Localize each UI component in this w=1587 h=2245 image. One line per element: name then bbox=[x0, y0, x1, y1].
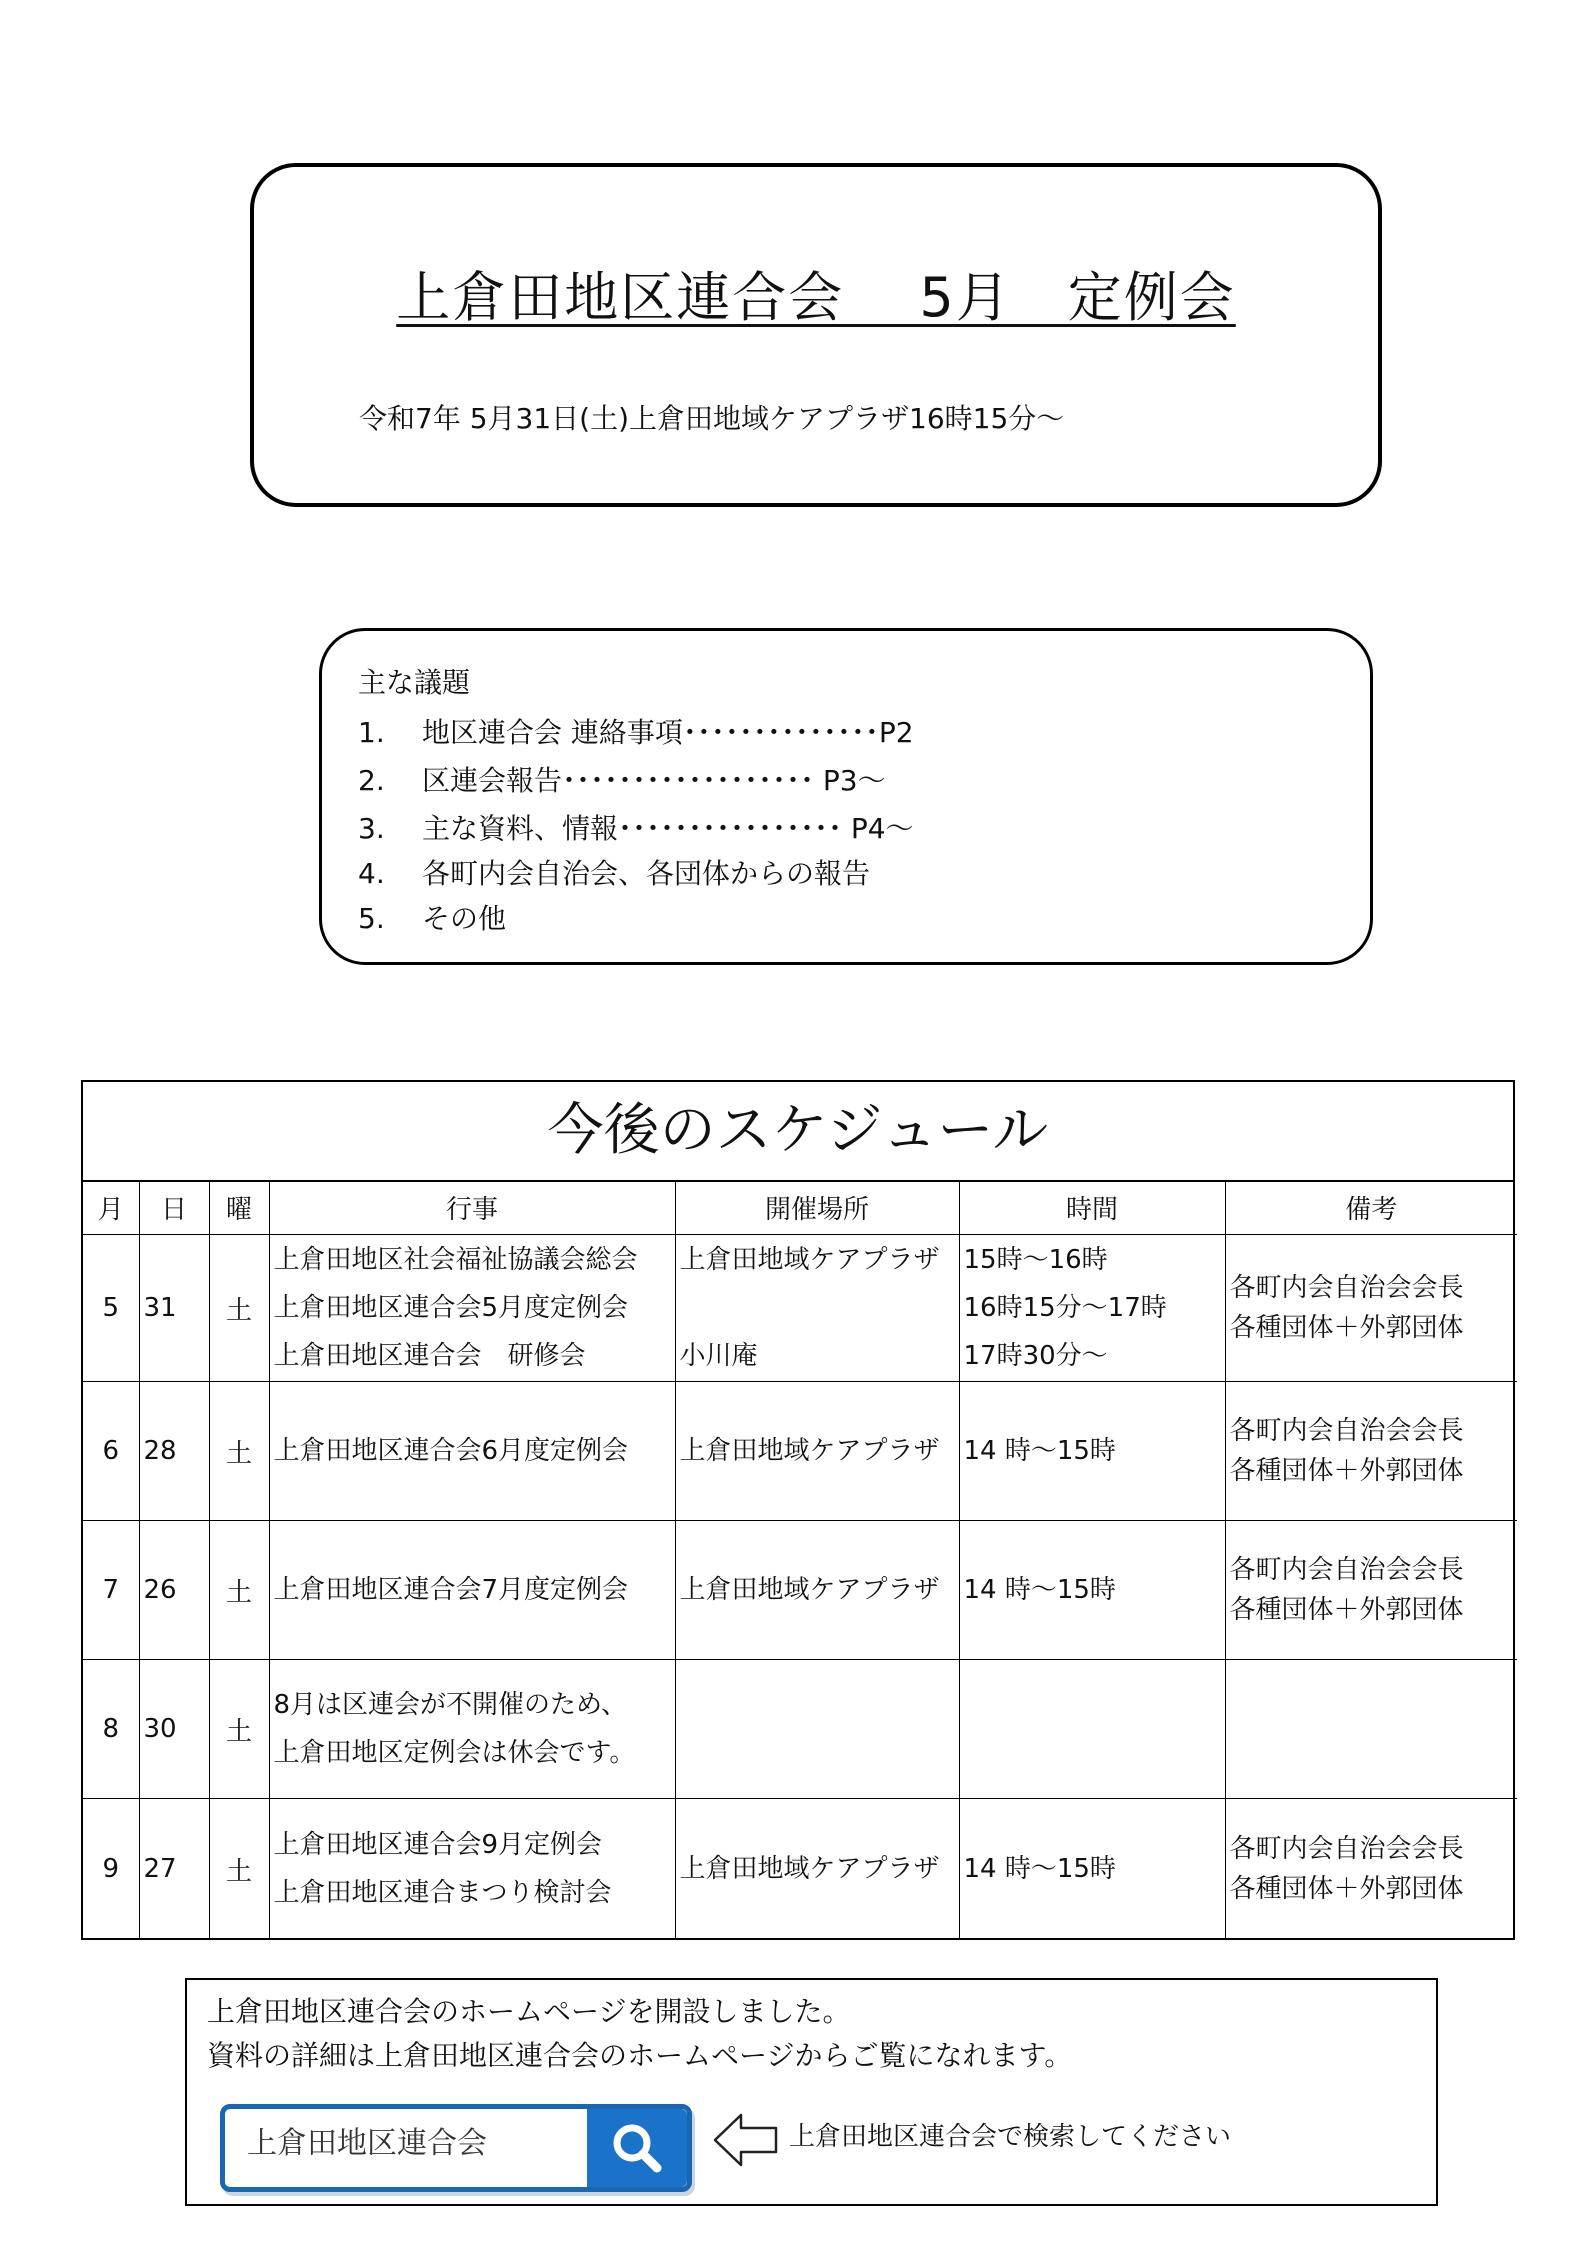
notes-cell bbox=[1225, 1521, 1517, 1660]
day-cell: 26 bbox=[139, 1521, 209, 1660]
day-cell: 31 bbox=[139, 1235, 209, 1382]
time-cell bbox=[959, 1660, 1225, 1799]
column-header-place: 開催場所 bbox=[675, 1180, 959, 1235]
agenda-item-number: 3. bbox=[358, 812, 385, 845]
place-line bbox=[680, 1284, 955, 1332]
weekday-cell: 土 bbox=[209, 1521, 269, 1660]
notes-line: 各種団体＋外郭団体 bbox=[1229, 1456, 1464, 1486]
table-header-row bbox=[83, 1180, 1517, 1235]
agenda-item-text: その他 bbox=[422, 902, 507, 935]
column-header-day: 日 bbox=[139, 1180, 209, 1235]
place-line: 上倉田地域ケアプラザ bbox=[679, 1575, 940, 1605]
place-line: 上倉田地域ケアプラザ bbox=[679, 1436, 940, 1466]
agenda-list bbox=[358, 709, 914, 943]
time-line: 14 時～15時 bbox=[963, 1436, 1116, 1466]
time-cell bbox=[959, 1235, 1225, 1382]
agenda-item bbox=[358, 709, 914, 757]
agenda-item-number: 1. bbox=[358, 716, 385, 749]
place-cell bbox=[675, 1660, 959, 1799]
agenda-item bbox=[358, 895, 914, 943]
table-row bbox=[83, 1235, 1517, 1382]
homepage-notice bbox=[185, 1978, 1438, 2206]
title-box bbox=[250, 163, 1382, 507]
event-line: 上倉田地区社会福祉協議会総会 bbox=[273, 1245, 638, 1275]
search-input[interactable]: 上倉田地区連合会 bbox=[247, 2126, 487, 2161]
notes-line: 各町内会自治会会長 bbox=[1229, 1834, 1464, 1864]
time-line: 16時15分～17時 bbox=[963, 1293, 1167, 1323]
event-line: 上倉田地区連合会5月度定例会 bbox=[273, 1293, 629, 1323]
column-header-time: 時間 bbox=[959, 1180, 1225, 1235]
agenda-heading: 主な議題 bbox=[358, 666, 471, 699]
notes-line: 各種団体＋外郭団体 bbox=[1229, 1313, 1464, 1343]
search-button[interactable] bbox=[587, 2109, 687, 2187]
place-cell bbox=[675, 1799, 959, 1940]
month-cell: 5 bbox=[83, 1235, 139, 1382]
event-cell bbox=[269, 1799, 675, 1940]
month-cell: 6 bbox=[83, 1382, 139, 1521]
weekday-cell: 土 bbox=[209, 1382, 269, 1521]
schedule-table-box bbox=[81, 1080, 1515, 1940]
agenda-item bbox=[358, 853, 914, 895]
notes-cell bbox=[1225, 1235, 1517, 1382]
agenda-item-number: 2. bbox=[358, 764, 385, 797]
weekday-cell: 土 bbox=[209, 1235, 269, 1382]
page-title: 上倉田地区連合会 5月 定例会 bbox=[396, 266, 1236, 329]
column-header-notes: 備考 bbox=[1225, 1180, 1517, 1235]
event-line: 上倉田地区連合会7月度定例会 bbox=[273, 1575, 629, 1605]
column-header-month: 月 bbox=[83, 1180, 139, 1235]
event-line: 上倉田地区連合会9月定例会 bbox=[273, 1830, 603, 1860]
homepage-notice-line: 資料の詳細は上倉田地区連合会のホームページからご覧になれます。 bbox=[207, 2039, 1073, 2072]
homepage-notice-line: 上倉田地区連合会のホームページを開設しました。 bbox=[207, 1995, 851, 2028]
time-line: 14 時～15時 bbox=[963, 1854, 1116, 1884]
table-row bbox=[83, 1382, 1517, 1521]
table-row bbox=[83, 1660, 1517, 1799]
event-cell bbox=[269, 1660, 675, 1799]
event-cell bbox=[269, 1382, 675, 1521]
arrow-left-icon bbox=[713, 2112, 779, 2168]
schedule-title: 今後のスケジュール bbox=[83, 1082, 1513, 1182]
weekday-cell: 土 bbox=[209, 1799, 269, 1940]
notes-line: 各種団体＋外郭団体 bbox=[1229, 1595, 1464, 1625]
event-line: 上倉田地区連合まつり検討会 bbox=[273, 1878, 612, 1908]
notes-line: 各町内会自治会会長 bbox=[1229, 1273, 1464, 1303]
search-box[interactable] bbox=[220, 2104, 692, 2192]
notes-line: 各町内会自治会会長 bbox=[1229, 1416, 1464, 1446]
time-line: 17時30分～ bbox=[963, 1341, 1108, 1371]
agenda-box bbox=[319, 628, 1373, 965]
month-cell: 8 bbox=[83, 1660, 139, 1799]
search-icon bbox=[607, 2118, 667, 2178]
column-header-weekday: 曜 bbox=[209, 1180, 269, 1235]
notes-cell bbox=[1225, 1799, 1517, 1940]
notes-cell bbox=[1225, 1382, 1517, 1521]
place-cell bbox=[675, 1235, 959, 1382]
event-line: 8月は区連会が不開催のため、 bbox=[273, 1690, 628, 1720]
agenda-item-text: 地区連合会 連絡事項･･････････････P2 bbox=[422, 716, 914, 749]
month-cell: 9 bbox=[83, 1799, 139, 1940]
time-cell bbox=[959, 1382, 1225, 1521]
agenda-item-number: 4. bbox=[358, 857, 385, 890]
time-cell bbox=[959, 1799, 1225, 1940]
agenda-item bbox=[358, 757, 914, 805]
time-cell bbox=[959, 1521, 1225, 1660]
place-line: 上倉田地域ケアプラザ bbox=[679, 1245, 940, 1275]
schedule-table bbox=[83, 1180, 1517, 1939]
agenda-item-text: 主な資料、情報････････････････ P4～ bbox=[422, 812, 914, 845]
place-line: 小川庵 bbox=[679, 1341, 758, 1371]
search-hint: 上倉田地区連合会で検索してください bbox=[789, 2122, 1232, 2152]
place-line: 上倉田地域ケアプラザ bbox=[679, 1854, 940, 1884]
meeting-info: 令和7年 5月31日(土)上倉田地域ケアプラザ16時15分～ bbox=[359, 402, 1065, 435]
day-cell: 27 bbox=[139, 1799, 209, 1940]
month-cell: 7 bbox=[83, 1521, 139, 1660]
agenda-item-number: 5. bbox=[358, 902, 385, 935]
notes-cell bbox=[1225, 1660, 1517, 1799]
event-line: 上倉田地区定例会は休会です。 bbox=[273, 1738, 636, 1768]
time-line: 15時～16時 bbox=[963, 1245, 1108, 1275]
table-row bbox=[83, 1799, 1517, 1940]
notes-line: 各種団体＋外郭団体 bbox=[1229, 1874, 1464, 1904]
notes-line: 各町内会自治会会長 bbox=[1229, 1555, 1464, 1585]
event-cell bbox=[269, 1521, 675, 1660]
agenda-item bbox=[358, 805, 914, 853]
agenda-item-text: 各町内会自治会、各団体からの報告 bbox=[422, 857, 871, 890]
place-cell bbox=[675, 1382, 959, 1521]
place-cell bbox=[675, 1521, 959, 1660]
event-cell bbox=[269, 1235, 675, 1382]
agenda-item-text: 区連会報告･･････････････････ P3～ bbox=[422, 764, 886, 797]
event-line: 上倉田地区連合会6月度定例会 bbox=[273, 1436, 629, 1466]
weekday-cell: 土 bbox=[209, 1660, 269, 1799]
time-line: 14 時～15時 bbox=[963, 1575, 1116, 1605]
day-cell: 28 bbox=[139, 1382, 209, 1521]
column-header-event: 行事 bbox=[269, 1180, 675, 1235]
event-line: 上倉田地区連合会 研修会 bbox=[273, 1341, 586, 1371]
table-row bbox=[83, 1521, 1517, 1660]
day-cell: 30 bbox=[139, 1660, 209, 1799]
